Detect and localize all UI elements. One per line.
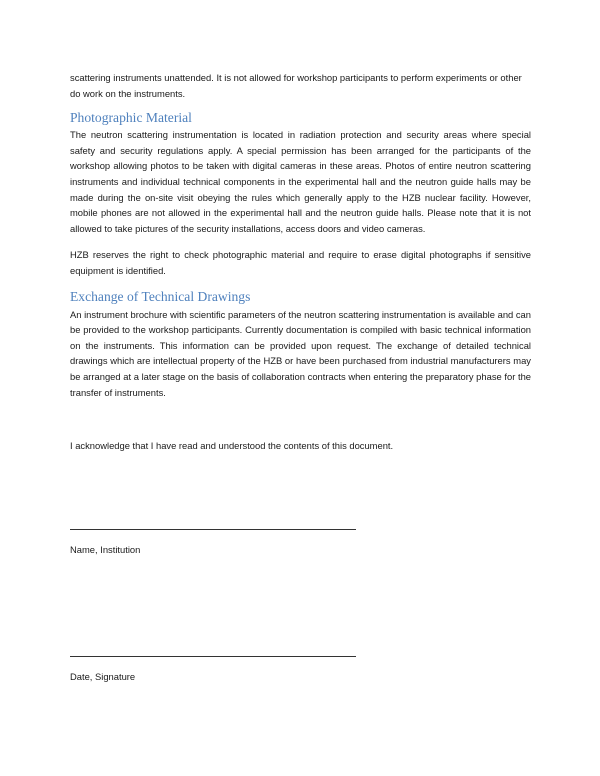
name-institution-label: Name, Institution — [70, 544, 141, 555]
intro-continuation-paragraph: scattering instruments unattended. It is not allowed for workshop participants to perform experiments or other do work on the instruments. — [70, 72, 522, 99]
document-page — [70, 70, 531, 454]
photographic-material-paragraph: The neutron scattering instrumentation is located in radiation protection and security areas where special safety and security regulations apply. A special permission has been arranged for the participants of the workshop allowing photos to be taken with digital cameras in these areas. Photos of entire neutron scattering instruments and individual technical components in the experimental hall and the neutron guide halls may be made during the on-site visit obeying the rules which generally apply to the HZB nuclear facility. However, mobile phones are not allowed in the experimental hall and the neutron guide halls. Please note that it is not allowed to take pictures of the security installations, access doors and video cameras. — [70, 129, 531, 234]
technical-drawings-paragraph: An instrument brochure with scientific parameters of the neutron scattering instrumentation is available and can be provided to the workshop participants. Currently documentation is compiled with basic technical information on the instruments. This information can be provided upon request. The exchange of detailed technical drawings which are intellectual property of the HZB or have been purchased from industrial manufacturers may be arranged at a later stage on the basis of collaboration contracts when entering the preparatory phase for the transfer of instruments. — [70, 308, 531, 398]
date-signature-label: Date, Signature — [70, 671, 136, 682]
date-signature-line[interactable] — [70, 656, 356, 657]
name-institution-signature-line[interactable] — [70, 529, 356, 530]
photographic-check-paragraph: HZB reserves the right to check photographic material and require to erase digital photographs if sensitive equipment is identified. — [70, 249, 531, 276]
acknowledgement-statement: I acknowledge that I have read and understood the contents of this document. — [70, 440, 394, 452]
section-heading-exchange-technical-drawings: Exchange of Technical Drawings — [70, 288, 251, 304]
section-heading-photographic-material: Photographic Material — [70, 110, 192, 126]
